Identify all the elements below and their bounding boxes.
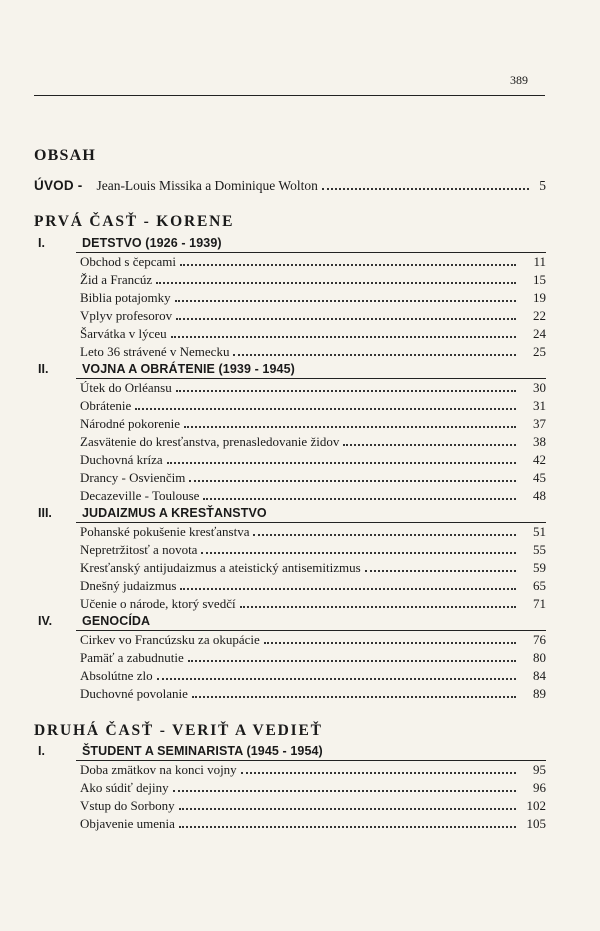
entry-title: Pamäť a zabudnutie — [80, 650, 184, 665]
dot-leader — [156, 282, 516, 284]
dot-leader — [201, 552, 516, 554]
dot-leader — [264, 642, 516, 644]
entry-page: 38 — [533, 434, 546, 449]
chapter-title: DETSTVO (1926 - 1939) — [82, 236, 222, 250]
toc-entry — [80, 254, 546, 271]
toc-entry — [80, 398, 546, 415]
chapter-title: GENOCÍDA — [82, 614, 151, 628]
chapter-title: JUDAIZMUS A KRESŤANSTVO — [82, 506, 267, 520]
entry-page: 11 — [533, 254, 546, 269]
dot-leader — [189, 480, 516, 482]
toc-entry — [80, 308, 546, 325]
toc-entry — [80, 798, 546, 815]
chapter-rule — [76, 760, 546, 761]
dot-leader — [167, 462, 516, 464]
entry-title: Zasvätenie do kresťanstva, prenasledovanie židov — [80, 434, 340, 449]
entry-title: Dnešný judaizmus — [80, 578, 177, 593]
entry-title: Šarvátka v lýceu — [80, 326, 167, 341]
dot-leader — [179, 826, 516, 828]
chapter-rule — [76, 630, 546, 631]
entry-page: 105 — [526, 816, 546, 831]
entry-page: 102 — [526, 798, 546, 813]
dot-leader — [192, 696, 516, 698]
chapter-rule — [76, 378, 546, 379]
entry-page: 30 — [533, 380, 546, 395]
header-rule — [34, 95, 545, 96]
toc-entry — [80, 488, 546, 505]
toc-entry — [80, 762, 546, 779]
dot-leader — [240, 606, 516, 608]
intro-authors: Jean-Louis Missika a Dominique Wolton — [96, 178, 318, 193]
entry-title: Cirkev vo Francúzsku za okupácie — [80, 632, 260, 647]
chapter-heading — [34, 742, 546, 760]
entry-title: Kresťanský antijudaizmus a ateistický antisemitizmus — [80, 560, 361, 575]
chapter-number: II. — [38, 362, 49, 376]
page-title: OBSAH — [34, 147, 97, 164]
entry-title: Leto 36 strávené v Nemecku — [80, 344, 230, 359]
entry-page: 59 — [533, 560, 546, 575]
toc-entry — [80, 578, 546, 595]
chapter-number: I. — [38, 236, 45, 250]
dot-leader — [184, 426, 516, 428]
entry-page: 19 — [533, 290, 546, 305]
dot-leader — [173, 790, 516, 792]
part-title: PRVÁ ČASŤ - KORENE — [34, 213, 235, 230]
entry-title: Vstup do Sorbony — [80, 798, 175, 813]
toc-entry — [80, 560, 546, 577]
toc-entry — [80, 434, 546, 451]
dot-leader — [179, 808, 516, 810]
dot-leader — [203, 498, 516, 500]
entry-title: Ako súdiť dejiny — [80, 780, 169, 795]
entry-title: Útek do Orléansu — [80, 380, 172, 395]
toc-entry — [80, 816, 546, 833]
toc-entry — [80, 686, 546, 703]
entry-page: 95 — [533, 762, 546, 777]
chapter-heading — [34, 360, 546, 378]
dot-leader — [322, 188, 529, 190]
entry-page: 24 — [533, 326, 546, 341]
dot-leader — [365, 570, 516, 572]
page-number: 389 — [510, 73, 528, 87]
entry-title: Decazeville - Toulouse — [80, 488, 200, 503]
entry-title: Duchovné povolanie — [80, 686, 188, 701]
entry-title: Žid a Francúz — [80, 272, 153, 287]
dot-leader — [241, 772, 516, 774]
entry-title: Vplyv profesorov — [80, 308, 173, 323]
part-title: DRUHÁ ČASŤ - VERIŤ A VEDIEŤ — [34, 722, 323, 739]
entry-page: 42 — [533, 452, 546, 467]
entry-page: 31 — [533, 398, 546, 413]
dot-leader — [233, 354, 516, 356]
chapter-heading — [34, 504, 546, 522]
chapter-number: IV. — [38, 614, 53, 628]
chapter-number: I. — [38, 744, 45, 758]
toc-entry — [80, 452, 546, 469]
dot-leader — [176, 318, 516, 320]
toc-entry — [80, 650, 546, 667]
entry-title: Doba zmätkov na konci vojny — [80, 762, 237, 777]
toc-entry — [80, 416, 546, 433]
toc-entry — [80, 596, 546, 613]
dot-leader — [171, 336, 516, 338]
intro-label: ÚVOD - — [34, 178, 83, 193]
intro-entry — [34, 178, 546, 194]
chapter-heading — [34, 612, 546, 630]
dot-leader — [180, 588, 516, 590]
chapter-heading — [34, 234, 546, 252]
entry-title: Absolútne zlo — [80, 668, 153, 683]
toc-entry — [80, 668, 546, 685]
entry-title: Objavenie umenia — [80, 816, 175, 831]
entry-page: 45 — [533, 470, 546, 485]
entry-page: 71 — [533, 596, 546, 611]
entry-page: 55 — [533, 542, 546, 557]
toc-entry — [80, 344, 546, 361]
dot-leader — [343, 444, 516, 446]
toc-entry — [80, 632, 546, 649]
chapter-rule — [76, 252, 546, 253]
chapter-title: ŠTUDENT A SEMINARISTA (1945 - 1954) — [82, 744, 323, 758]
entry-page: 37 — [533, 416, 546, 431]
toc-entry — [80, 326, 546, 343]
toc-entry — [80, 780, 546, 797]
toc-entry — [80, 542, 546, 559]
entry-page: 51 — [533, 524, 546, 539]
entry-page: 80 — [533, 650, 546, 665]
dot-leader — [175, 300, 516, 302]
entry-page: 22 — [533, 308, 546, 323]
entry-title: Nepretržitosť a novota — [80, 542, 198, 557]
entry-page: 48 — [533, 488, 546, 503]
toc-entry — [80, 272, 546, 289]
intro-page: 5 — [539, 178, 546, 193]
dot-leader — [176, 390, 516, 392]
toc-entry — [80, 380, 546, 397]
entry-title: Národné pokorenie — [80, 416, 180, 431]
toc-entry — [80, 524, 546, 541]
entry-title: Duchovná kríza — [80, 452, 163, 467]
entry-page: 25 — [533, 344, 546, 359]
dot-leader — [157, 678, 516, 680]
entry-title: Obchod s čepcami — [80, 254, 177, 269]
dot-leader — [180, 264, 516, 266]
entry-title: Drancy - Osvienčim — [80, 470, 186, 485]
toc-entry — [80, 290, 546, 307]
entry-page: 96 — [533, 780, 546, 795]
entry-page: 65 — [533, 578, 546, 593]
entry-title: Obrátenie — [80, 398, 132, 413]
entry-page: 84 — [533, 668, 546, 683]
toc-entry — [80, 470, 546, 487]
dot-leader — [135, 408, 516, 410]
entry-title: Pohanské pokušenie kresťanstva — [80, 524, 250, 539]
chapter-rule — [76, 522, 546, 523]
entry-title: Biblia potajomky — [80, 290, 171, 305]
dot-leader — [188, 660, 516, 662]
entry-page: 76 — [533, 632, 546, 647]
chapter-title: VOJNA A OBRÁTENIE (1939 - 1945) — [82, 362, 295, 376]
entry-page: 15 — [533, 272, 546, 287]
entry-page: 89 — [533, 686, 546, 701]
chapter-number: III. — [38, 506, 52, 520]
entry-title: Učenie o národe, ktorý svedčí — [80, 596, 236, 611]
dot-leader — [253, 534, 516, 536]
